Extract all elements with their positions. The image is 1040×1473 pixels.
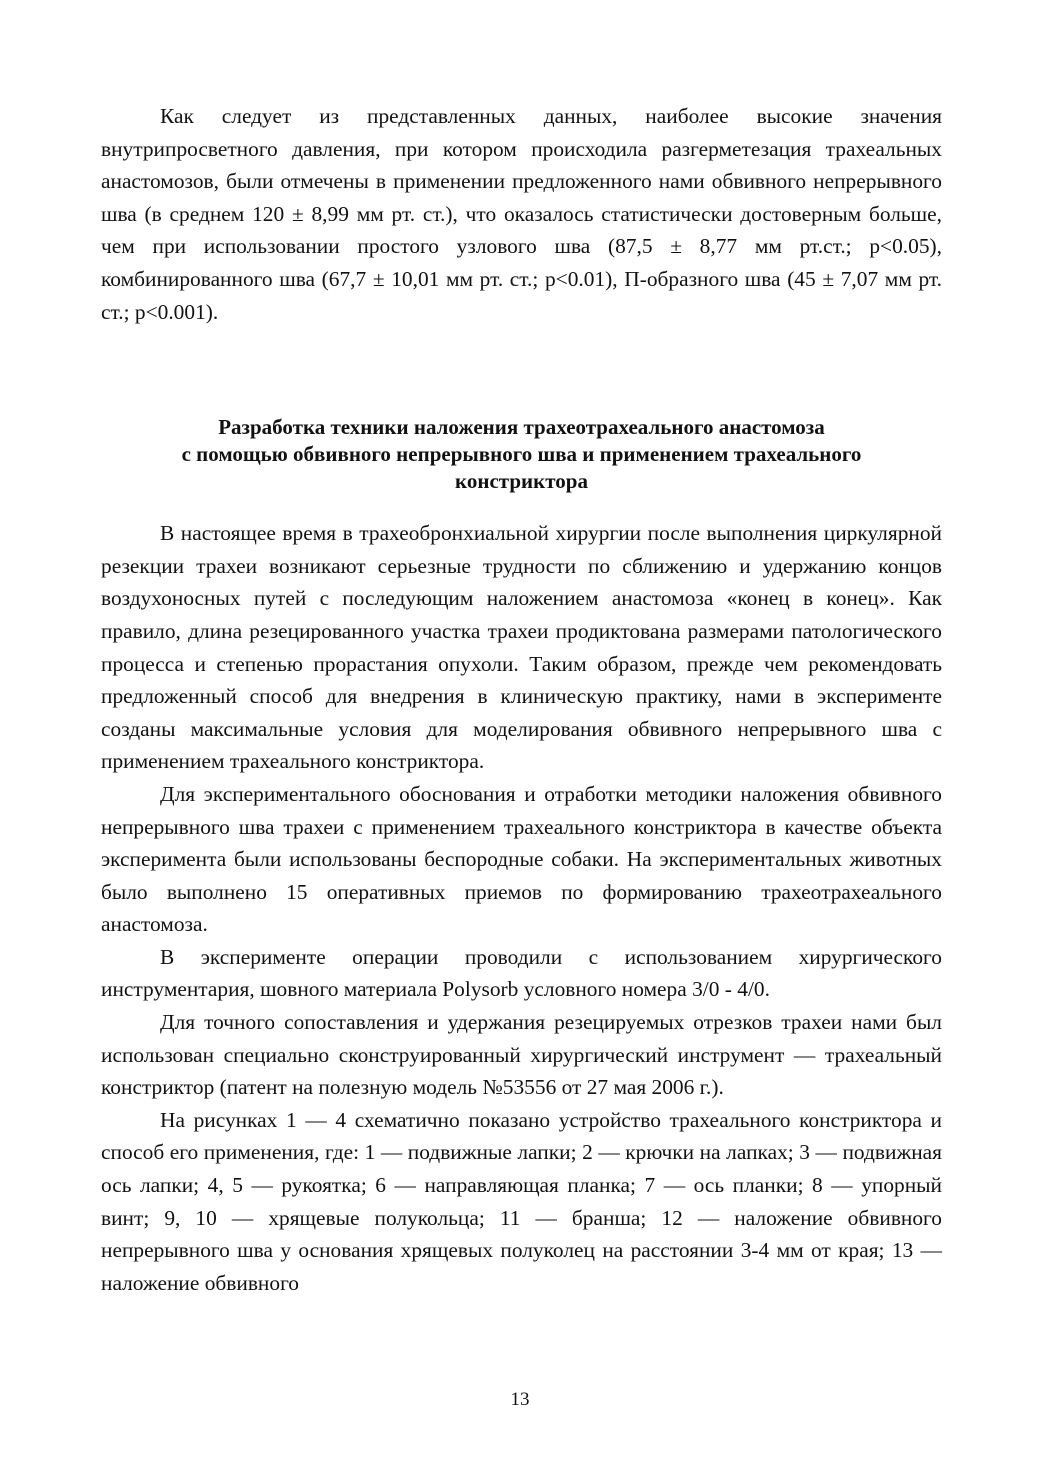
page-number: 13 bbox=[510, 1389, 530, 1410]
body-paragraph: На рисунках 1 — 4 схематично показано устройство трахеального констриктора и способ его применения, где: 1 — подвижные лапки; 2 — крючки на лапках; 3 — подвижная ось лапки; 4, 5 — рукоятка; 6 — направляющая планка; 7 — ось планки; 8 — упорный винт; 9, 10 — хрящевые полукольца; 11 — бранша; 12 — наложение обвивного непрерывного шва у основания хрящевых полуколец на расстоянии 3-4 мм от края; 13 — наложение обвивного bbox=[101, 1107, 942, 1295]
body-paragraph: Для экспериментального обоснования и отработки методики наложения обвивного непрерывного шва трахеи с применением трахеального констриктора в качестве объекта эксперимента были использованы беспородные собаки. На экспериментальных животных было выполнено 15 оперативных приемов по формированию трахеотрахеального анастомоза. bbox=[101, 781, 942, 937]
intro-paragraph: Как следует из представленных данных, наиболее высокие значения внутрипросветного давления, при котором происходила разгерметезация трахеальных анастомозов, были отмечены в применении предложенного нами обвивного непрерывного шва (в среднем 120 ± 8,99 мм рт. ст.), что оказалось статистически достоверным больше, чем при использовании простого узлового шва (87,5 ± 8,77 мм рт.ст.; р<0.05), комбинированного шва (67,7 ± 10,01 мм рт. ст.; р<0.01), П-образного шва (45 ± 7,07 мм рт. ст.; р<0.001). bbox=[101, 104, 942, 324]
body-paragraph: В настоящее время в трахеобронхиальной хирургии после выполнения циркулярной резекции трахеи возникают серьезные трудности по сближению и удержанию концов воздухоносных путей с последующим наложением анастомоза «конец в конец». Как правило, длина резецированного участка трахеи продиктована размерами патологического процесса и степенью прорастания опухоли. Таким образом, прежде чем рекомендовать предложенный способ для внедрения в клиническую практику, нами в эксперименте созданы максимальные условия для моделирования обвивного непрерывного шва с применением трахеального констриктора. bbox=[101, 521, 942, 774]
section-heading bbox=[101, 414, 942, 495]
body-paragraph: Для точного сопоставления и удержания резецируемых отрезков трахеи нами был использован специально сконструированный хирургический инструмент — трахеальный констриктор (патент на полезную модель №53556 от 27 мая 2006 г.). bbox=[101, 1010, 942, 1100]
document-page bbox=[101, 100, 942, 1299]
heading-line-2: с помощью обвивного непрерывного шва и применением трахеального bbox=[181, 442, 862, 467]
body-paragraph: В эксперименте операции проводили с использованием хирургического инструментария, шовного материала Polysorb условного номера 3/0 - 4/0. bbox=[101, 944, 942, 1002]
heading-line-3: констриктора bbox=[455, 469, 588, 494]
heading-line-1: Разработка техники наложения трахеотрахеального анастомоза bbox=[218, 415, 825, 440]
section-spacer bbox=[101, 328, 942, 414]
